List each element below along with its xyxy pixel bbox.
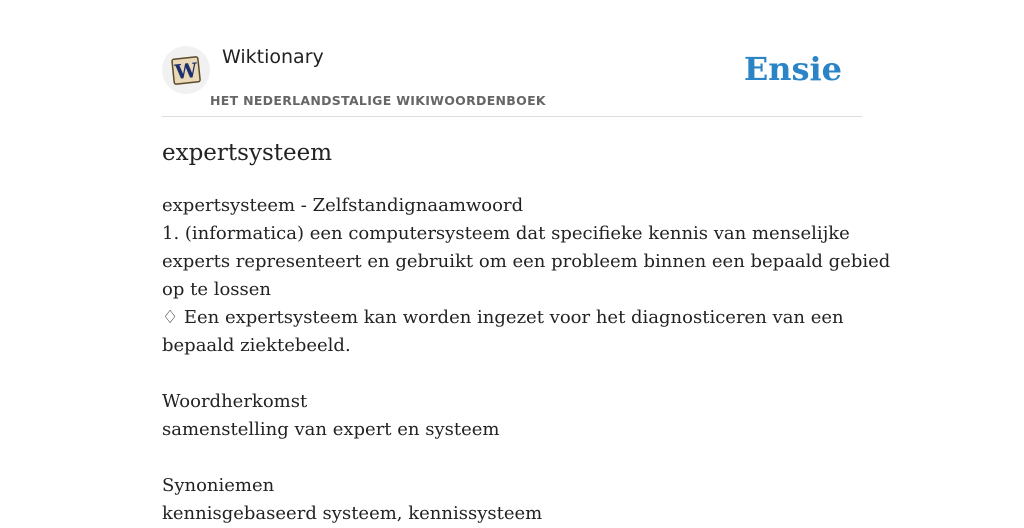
brand-logo[interactable]: Ensie [743, 50, 842, 88]
spacer [162, 444, 862, 472]
spacer [162, 360, 862, 388]
site-subtitle: HET NEDERLANDSTALIGE WIKIWOORDENBOEK [210, 93, 546, 108]
site-header [162, 0, 862, 117]
word-type-line: expertsysteem - Zelfstandignaamwoord [162, 195, 524, 216]
example-line: ♢ Een expertsysteem kan worden ingezet voor het diagnosticeren van een [162, 307, 844, 328]
synonyms-text: kennisgebaseerd systeem, kennissysteem [162, 503, 543, 524]
site-name[interactable]: Wiktionary [222, 46, 324, 68]
definition-line: 1. (informatica) een computersysteem dat specifieke kennis van menselijke [162, 223, 850, 244]
definition-line: op te lossen [162, 279, 272, 300]
synonyms-heading: Synoniemen [162, 475, 275, 496]
entry-content [162, 192, 891, 528]
example-line: bepaald ziektebeeld. [162, 335, 351, 356]
page-container [162, 0, 891, 524]
etymology-heading: Woordherkomst [162, 391, 308, 412]
definition-line: experts representeert en gebruikt om een probleem binnen een bepaald gebied [162, 251, 891, 272]
etymology-text: samenstelling van expert en systeem [162, 419, 500, 440]
wiktionary-tile-icon [167, 51, 205, 89]
logo-letter: W [173, 57, 199, 85]
word-title: expertsysteem [162, 140, 333, 166]
wiktionary-logo[interactable] [162, 46, 210, 94]
